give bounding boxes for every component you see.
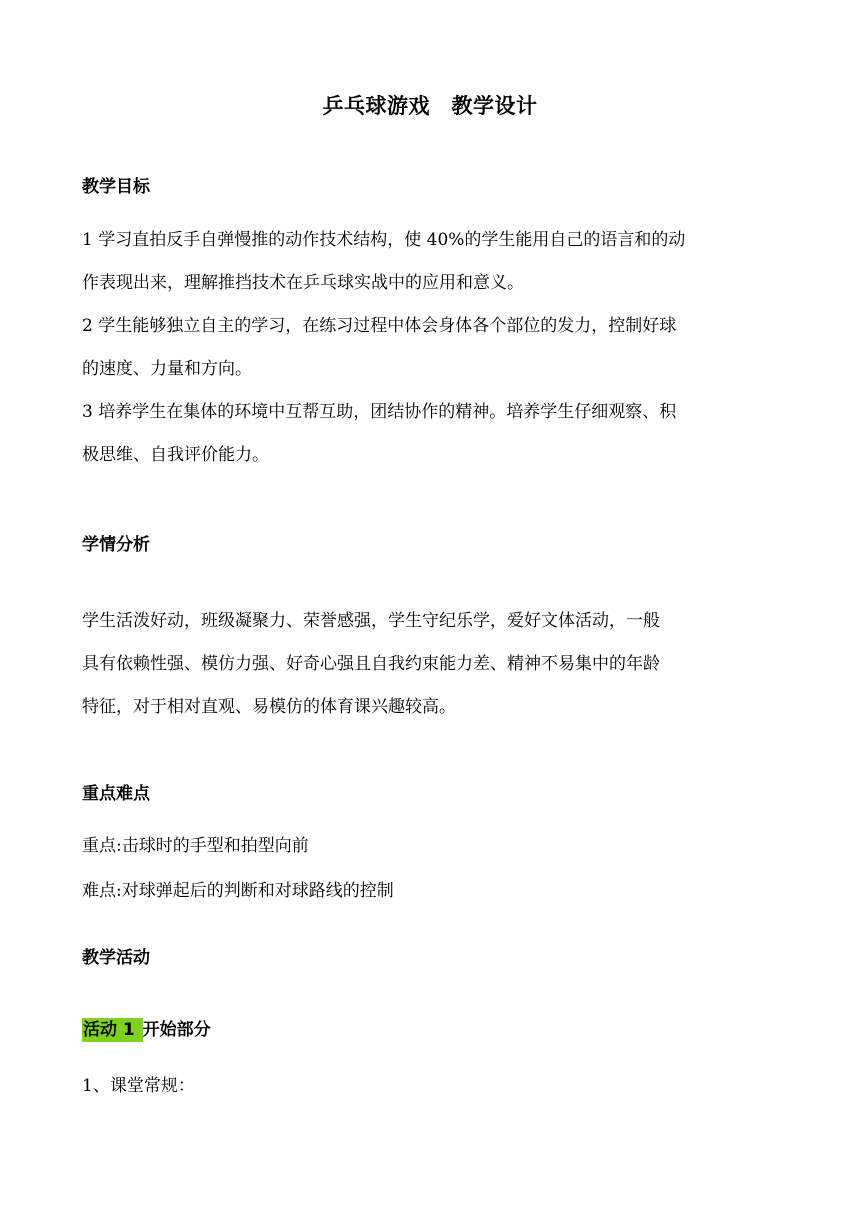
section-heading-activities: 教学活动	[82, 948, 150, 968]
goals-line: 极思维、自我评价能力。	[82, 445, 269, 465]
analysis-paragraph	[82, 600, 782, 729]
document-title: 乒乓球游戏 教学设计	[322, 94, 538, 118]
goals-line: 1 学习直拍反手自弹慢推的动作技术结构，使 40%的学生能用自己的语言和的动	[82, 230, 686, 250]
difficulty-point-text: 难点:对球弹起后的判断和对球路线的控制	[82, 881, 394, 901]
analysis-line: 学生活泼好动，班级凝聚力、荣誉感强，学生守纪乐学，爱好文体活动，一般	[82, 611, 660, 631]
focus-point-text: 重点:击球时的手型和拍型向前	[82, 836, 309, 856]
goals-line: 2 学生能够独立自主的学习，在练习过程中体会身体各个部位的发力，控制好球	[82, 316, 677, 336]
analysis-line: 特征，对于相对直观、易模仿的体育课兴趣较高。	[82, 697, 456, 717]
section-heading-goals: 教学目标	[82, 177, 150, 197]
goals-line: 3 培养学生在集体的环境中互帮互助，团结协作的精神。培养学生仔细观察、积	[82, 402, 677, 422]
section-heading-analysis: 学情分析	[82, 535, 150, 555]
goals-line: 的速度、力量和方向。	[82, 359, 252, 379]
activity-1-label-highlight: 活动 1	[83, 1020, 141, 1040]
activity-1-title: 开始部分	[142, 1020, 211, 1040]
analysis-line: 具有依赖性强、模仿力强、好奇心强且自我约束能力差、精神不易集中的年龄	[82, 654, 660, 674]
activity-1-heading	[82, 1017, 211, 1043]
goals-paragraph	[82, 219, 782, 477]
activity-1-item-1: 1、课堂常规：	[82, 1076, 195, 1096]
section-heading-key-points: 重点难点	[82, 784, 150, 804]
goals-line: 作表现出来，理解推挡技术在乒乓球实战中的应用和意义。	[82, 273, 524, 293]
